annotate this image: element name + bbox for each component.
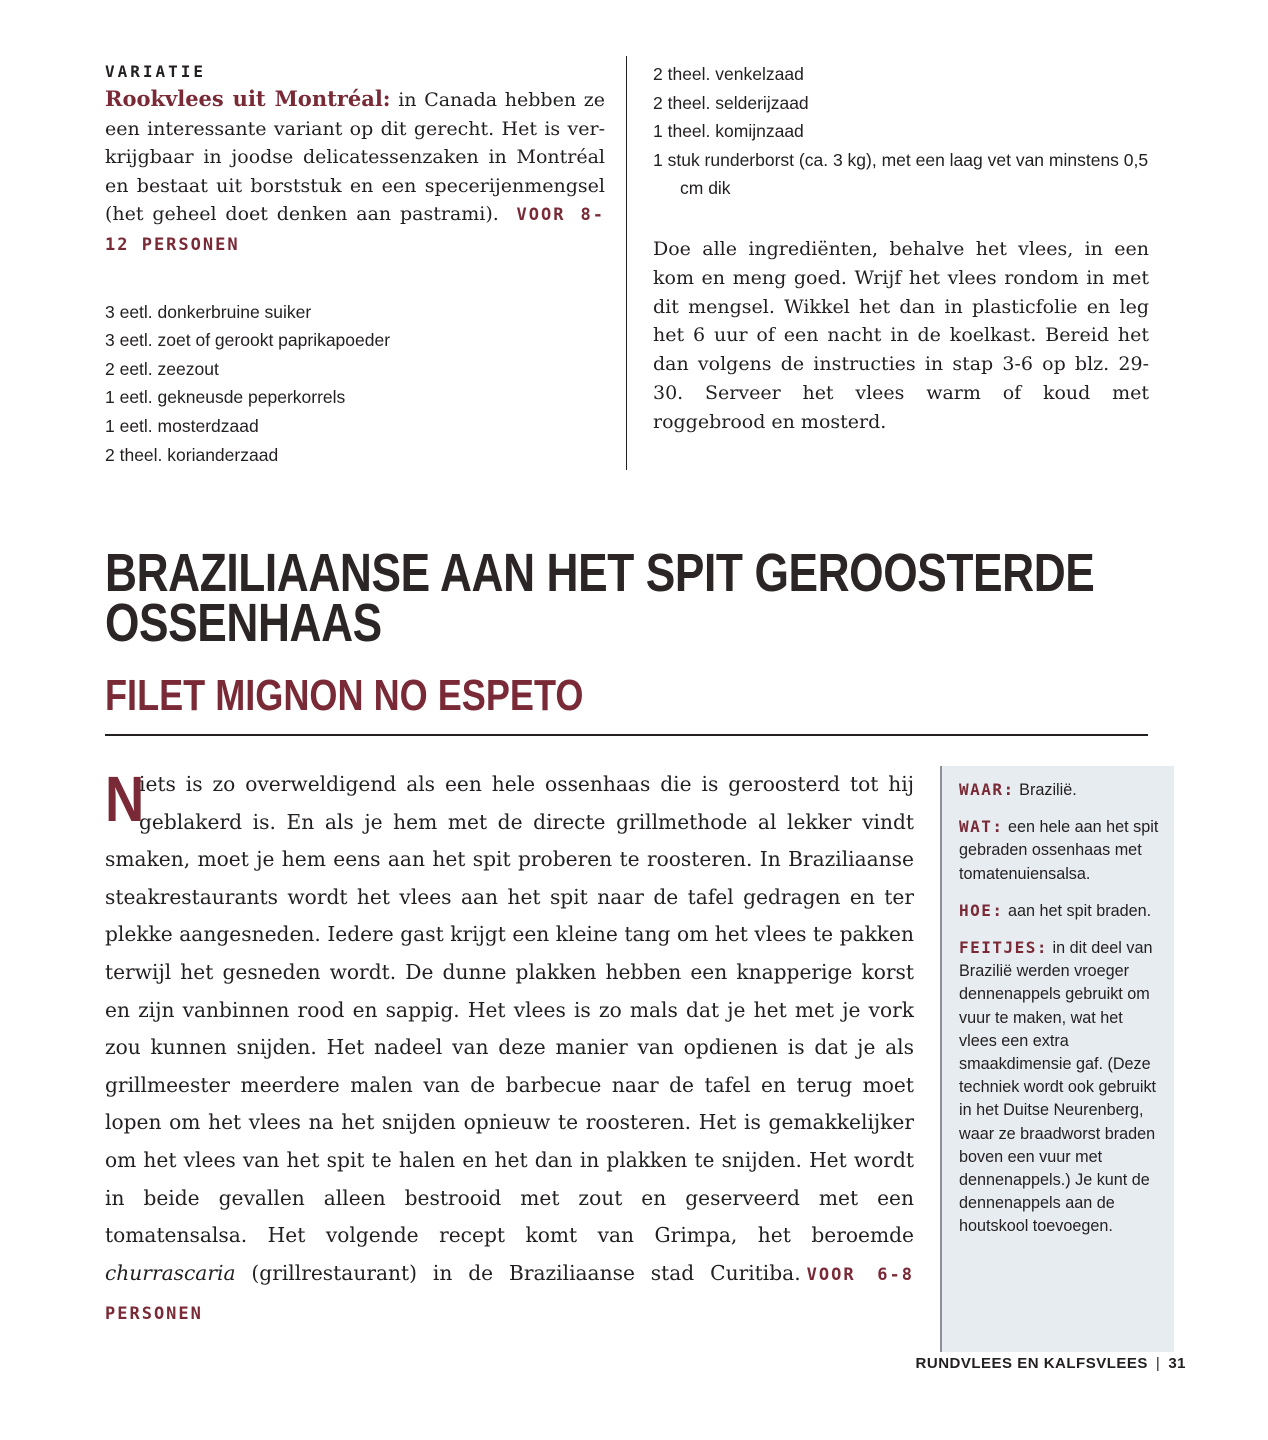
sidebar-hoe-label: HOE: xyxy=(959,900,1004,920)
recipe-intro-italic: churrascaria xyxy=(105,1260,236,1285)
drop-cap: N xyxy=(105,763,145,835)
ingredient-item: 2 theel. venkelzaad xyxy=(653,64,804,84)
recipe-subtitle: FILET MIGNON NO ESPETO xyxy=(105,671,584,720)
ingredient-item: 1 theel. komijnzaad xyxy=(653,121,804,142)
footer-section: RUNDVLEES EN KALFSVLEES xyxy=(915,1355,1148,1372)
variation-method: Doe alle ingrediënten, behalve het vlees, in een kom en meng goed. Wrijf het vlees rondom in met dit mengsel. Wikkel het dan in plasticfolie en leg het 6 uur of een nacht in de koelkast. Bereid het dan volgens de instructies in stap 3-6 op blz. 29-30. Serveer het vlees warm of koud met roggebrood en mosterd. xyxy=(653,237,1149,433)
sidebar-hoe-text: aan het spit braden. xyxy=(1003,901,1152,920)
variation-right-column xyxy=(653,60,1149,437)
page-number: 31 xyxy=(1168,1355,1186,1372)
page-footer xyxy=(916,1355,1186,1372)
sidebar-hoe xyxy=(959,899,1160,923)
recipe-serves: VOOR 6-8 PERSONEN xyxy=(105,1264,914,1325)
variation-lead: Rookvlees uit Montréal: xyxy=(105,86,391,111)
sidebar-wat-text: een hele aan het spit gebraden ossenhaas met tomatenuiensalsa. xyxy=(959,818,1159,883)
column-divider xyxy=(626,56,627,470)
footer-separator: | xyxy=(1155,1355,1161,1372)
ingredient-item: 1 stuk runderborst (ca. 3 kg), met een laag vet van minstens 0,5 cm dik xyxy=(653,149,1149,199)
sidebar-feitjes-label: FEITJES: xyxy=(959,938,1049,958)
sidebar-feitjes xyxy=(959,936,1160,1239)
ingredient-list-right xyxy=(653,60,1149,203)
ingredient-item: 2 theel. korianderzaad xyxy=(105,444,279,465)
variation-serves: VOOR 8-12 PERSONEN xyxy=(105,205,605,255)
ingredient-item: 1 eetl. mosterdzaad xyxy=(105,415,259,436)
ingredient-item: 3 eetl. donkerbruine suiker xyxy=(105,301,312,322)
sidebar-wat-label: WAT: xyxy=(959,817,1004,837)
variation-left-column xyxy=(105,62,605,469)
title-divider xyxy=(105,734,1148,736)
variation-intro xyxy=(105,85,605,260)
sidebar-wat xyxy=(959,815,1160,886)
recipe-title: BRAZILIAANSE AAN HET SPIT GEROOSTERDE OSSENHAAS xyxy=(105,543,1095,653)
recipe-intro-text-end: (grillrestaurant) in de Braziliaanse stad Curitiba. xyxy=(235,1260,801,1285)
ingredient-item: 1 eetl. gekneusde peperkorrels xyxy=(105,387,346,408)
ingredient-item: 2 theel. selderijzaad xyxy=(653,92,809,113)
sidebar-waar xyxy=(959,778,1160,802)
variation-intro-text: in Canada hebben ze een interessante variant op dit gerecht. Het is verkrijgbaar in joodse delicatessenzaken in Montréal en bestaat uit borststuk en een specerijenmengsel (het geheel doet denken aan pastrami). xyxy=(105,89,605,226)
info-sidebar xyxy=(940,766,1174,1352)
recipe-intro xyxy=(105,763,914,1334)
ingredient-item: 2 eetl. zeezout xyxy=(105,358,219,379)
variation-label: VARIATIE xyxy=(105,62,207,81)
ingredient-item: 3 eetl. zoet of gerookt paprikapoeder xyxy=(105,330,391,351)
sidebar-waar-label: WAAR: xyxy=(959,780,1015,799)
ingredient-list-left xyxy=(105,298,605,470)
recipe-intro-text: iets is zo overweldigend als een hele ossenhaas die is geroosterd tot hij geblakerd is. En als je hem met de directe grillmethode al lekker vindt smaken, moet je hem eens aan het spit proberen te roosteren. In Braziliaanse steakrestaurants wordt het vlees aan het spit naar de tafel gedragen en ter plekke aangesneden. Iedere gast krijgt een kleine tang om het vlees te pakken terwijl het gesneden wordt. De dunne plakken hebben een knapperige korst en zijn vanbinnen rood en sappig. Het vlees is zo mals dat je het met je vork zou kunnen snijden. Het nadeel van deze manier van opdienen is dat je als grillmeester meerdere malen van de barbecue naar de tafel en terug moet lopen om het vlees na het snijden opnieuw te roosteren. Het is gemakkelijker om het vlees van het spit te halen en het dan in plakken te snijden. Het wordt in beide gevallen alleen bestrooid met zout en geserveerd met een tomatensalsa. Het volgende recept komt van Grimpa, het beroemde xyxy=(105,772,914,1248)
sidebar-feitjes-text: in dit deel van Brazilië werden vroeger dennenappels gebruikt om vuur te maken, wat het vlees een extra smaakdimensie gaf. (Deze techniek wordt ook gebruikt in het Duitse Neurenberg, waar ze braadworst braden boven een vuur met dennenappels.) Je kunt de dennenappels aan de houtskool toevoegen. xyxy=(959,939,1157,1236)
sidebar-waar-text: Brazilië. xyxy=(1014,781,1077,799)
